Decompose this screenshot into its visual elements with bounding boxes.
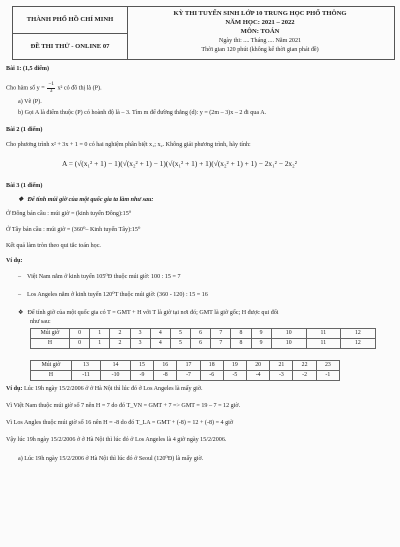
bai3-title: Bài 3 (1 điểm) bbox=[6, 183, 43, 189]
table-cell: -7 bbox=[177, 371, 200, 381]
bai2-title: Bài 2 (1 điểm) bbox=[6, 127, 43, 133]
table-cell: 9 bbox=[251, 339, 271, 349]
table-cell: 7 bbox=[211, 339, 231, 349]
table-row bbox=[31, 361, 340, 371]
exam-duration: Thời gian 120 phút (không kể thời gian phát đề) bbox=[201, 47, 319, 53]
bai2-formula: A = (√(x₁² + 1) − 1)(√(x₂² + 1) − 1)(√(x₁² + 1) + 1)(√(x₂² + 1) + 1) − 2x₁² − 2x₂² bbox=[62, 159, 297, 168]
example-vietnam: – Việt Nam nằm ở kinh tuyến 105⁰Đ thuộc múi giờ: 100 : 15 = 7 bbox=[18, 274, 181, 281]
table-cell: 4 bbox=[150, 329, 170, 339]
question-line: Ví dụ: Lúc 19h ngày 15/2/2006 ở ở Hà Nội thì lúc đó ở Los Angeles là mấy giờ. bbox=[6, 386, 203, 392]
row-label: Múi giờ bbox=[31, 361, 72, 371]
table-cell: 2 bbox=[110, 329, 130, 339]
table-cell: -5 bbox=[223, 371, 246, 381]
table-cell: 9 bbox=[251, 329, 271, 339]
table-cell: 16 bbox=[154, 361, 177, 371]
exam-code: ĐỀ THI THỬ - ONLINE 07 bbox=[30, 42, 110, 50]
city-name: THÀNH PHỐ HỒ CHÍ MINH bbox=[13, 7, 127, 34]
table-cell: -8 bbox=[154, 371, 177, 381]
west-rule: Ở Tây bán cầu : múi giờ = (360⁰– Kinh tuyến Tây):15⁰ bbox=[6, 227, 141, 233]
school-year: NĂM HỌC: 2021 – 2022 bbox=[225, 19, 295, 26]
table-cell: 10 bbox=[271, 329, 306, 339]
solution-line-3: Vậy lúc 19h ngày 15/2/2006 ở ở Hà Nội thì lúc đó ở Los Angeles là 4 giờ ngày 15/2/2006. bbox=[6, 437, 227, 443]
table-cell: 22 bbox=[293, 361, 316, 371]
solution-line-1: Vì Việt Nam thuộc múi giờ số 7 nên H = 7 do đó T_VN = GMT + 7 => GMT = 19 – 7 = 12 giờ. bbox=[6, 403, 241, 409]
rounding-note: Kết quả làm tròn theo qui tắc toán học. bbox=[6, 243, 101, 249]
table-cell: 23 bbox=[316, 361, 339, 371]
table-cell: 15 bbox=[130, 361, 153, 371]
table-row bbox=[31, 329, 376, 339]
table-cell: 4 bbox=[150, 339, 170, 349]
example-los-angeles: – Los Angeles nằm ở kinh tuyến 120⁰T thuộc múi giờ: (360 - 120) : 15 = 16 bbox=[18, 292, 208, 299]
table-cell: 6 bbox=[191, 329, 211, 339]
table-cell: 8 bbox=[231, 329, 251, 339]
table-cell: 3 bbox=[130, 329, 150, 339]
gmt-rule-cont: như sau: bbox=[30, 319, 51, 325]
table-cell: 8 bbox=[231, 339, 251, 349]
table-cell: 20 bbox=[247, 361, 270, 371]
header-right-box bbox=[126, 6, 395, 60]
timezone-table-2 bbox=[30, 360, 340, 381]
table-cell: 5 bbox=[170, 339, 190, 349]
table-cell: 11 bbox=[306, 339, 340, 349]
exam-title: KỲ THI TUYỂN SINH LỚP 10 TRUNG HỌC PHỔ THÔNG bbox=[173, 10, 347, 17]
table-cell: 3 bbox=[130, 339, 150, 349]
table-cell: 18 bbox=[200, 361, 223, 371]
subject: MÔN: TOÁN bbox=[240, 28, 280, 35]
table-cell: 1 bbox=[90, 329, 110, 339]
table-cell: -10 bbox=[101, 371, 131, 381]
table-cell: 21 bbox=[270, 361, 293, 371]
table-cell: 13 bbox=[72, 361, 101, 371]
table-cell: -1 bbox=[316, 371, 339, 381]
table-cell: 2 bbox=[110, 339, 130, 349]
table-cell: -4 bbox=[247, 371, 270, 381]
bai2-text: Cho phương trình x² + 3x + 1 = 0 có hai nghiệm phân biệt x₁; x₂. Không giải phương trình, hãy tính: bbox=[6, 142, 251, 148]
table-cell: 0 bbox=[70, 329, 90, 339]
row-label: H bbox=[31, 339, 70, 349]
table-cell: 10 bbox=[271, 339, 306, 349]
diamond-bullet-icon: ❖ bbox=[18, 310, 24, 316]
bai1-part-b: b) Gọi A là điểm thuộc (P) có hoành độ là – 3. Tìm m để đường thẳng (d): y = (2m – 3)x – 2 đi qua A. bbox=[18, 110, 267, 116]
question-a: a) Lúc 19h ngày 15/2/2006 ở Hà Nội thì lúc đó ở Seoul (120⁰Đ) là mấy giờ. bbox=[18, 456, 204, 462]
bai1-title: Bài 1: (1,5 điểm) bbox=[6, 66, 49, 72]
timezone-table-1 bbox=[30, 328, 376, 349]
table-cell: -2 bbox=[293, 371, 316, 381]
diamond-bullet-icon: ❖ bbox=[18, 197, 24, 203]
table-cell: 0 bbox=[70, 339, 90, 349]
table-cell: 19 bbox=[223, 361, 246, 371]
exam-date: Ngày thi: .... Tháng .... Năm 2021 bbox=[218, 38, 302, 44]
table-cell: 11 bbox=[306, 329, 340, 339]
table-cell: 12 bbox=[340, 339, 375, 349]
table-cell: -9 bbox=[130, 371, 153, 381]
bai3-heading: ❖ Để tính múi giờ của một quốc gia ta làm như sau: bbox=[18, 197, 154, 203]
header-left-box bbox=[12, 6, 128, 60]
table-cell: 6 bbox=[191, 339, 211, 349]
table-cell: 1 bbox=[90, 339, 110, 349]
table-cell: -6 bbox=[200, 371, 223, 381]
table-row bbox=[31, 371, 340, 381]
bai1-intro: Cho hàm số y = $\frac{-1}{3}$ x² có đồ thị là (P). bbox=[6, 81, 102, 94]
fraction: $\frac{-1}{3}$ bbox=[48, 81, 54, 94]
east-rule: Ở Đông bán cầu : múi giờ = (kinh tuyến Đông):15⁰ bbox=[6, 211, 132, 217]
table-cell: 14 bbox=[101, 361, 131, 371]
example-label: Ví dụ: bbox=[6, 258, 23, 264]
table-cell: 5 bbox=[170, 329, 190, 339]
bai1-part-a: a) Vẽ (P). bbox=[18, 99, 42, 105]
table-cell: -11 bbox=[72, 371, 101, 381]
gmt-rule: ❖ Để tính giờ của một quốc gia có T = GMT + H với T là giờ tại nơi đó; GMT là giờ gốc; H được qui đổi bbox=[18, 310, 279, 316]
row-label: H bbox=[31, 371, 72, 381]
solution-line-2: Vì Los Angles thuộc múi giờ số 16 nên H = -8 do đó T_LA = GMT + (-8) = 12 + (-8) = 4 giờ bbox=[6, 420, 234, 426]
table-cell: 7 bbox=[211, 329, 231, 339]
table-cell: 12 bbox=[340, 329, 375, 339]
table-cell: -3 bbox=[270, 371, 293, 381]
row-label: Múi giờ bbox=[31, 329, 70, 339]
table-cell: 17 bbox=[177, 361, 200, 371]
table-row bbox=[31, 339, 376, 349]
